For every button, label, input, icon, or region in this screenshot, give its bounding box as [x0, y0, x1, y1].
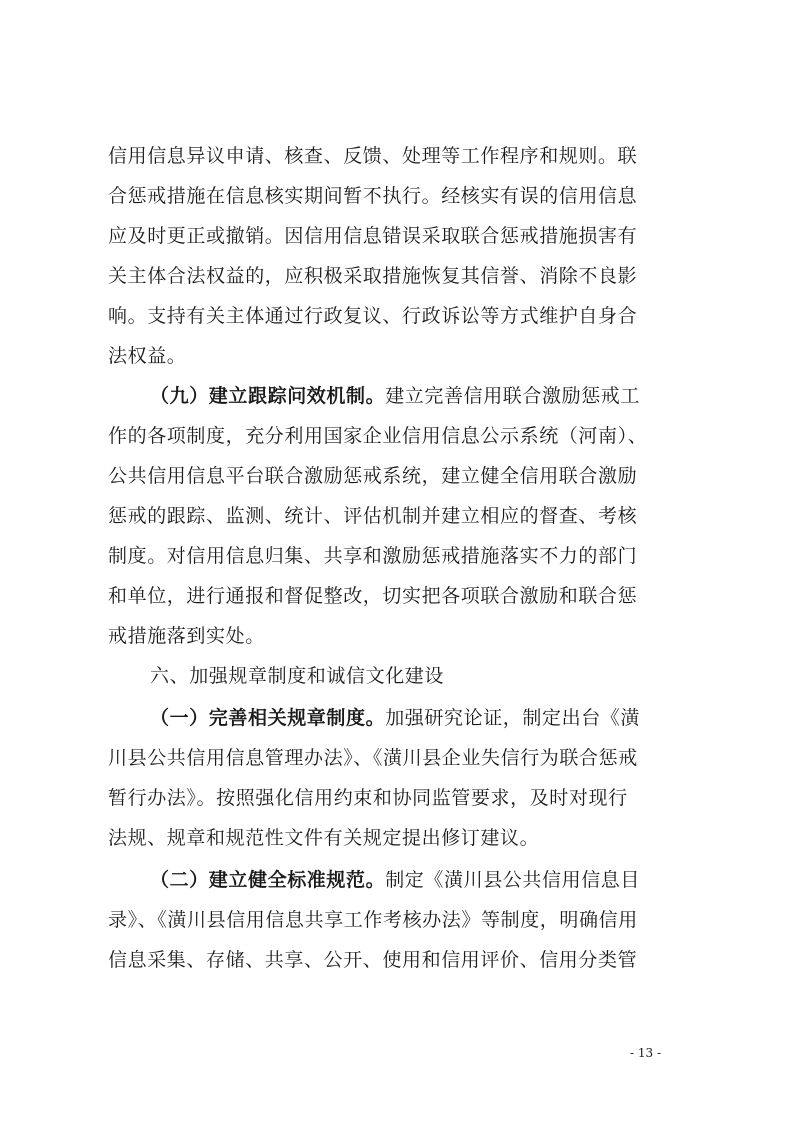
- text-line: [108, 298, 688, 334]
- section-heading-line: [150, 700, 730, 736]
- text-line: [108, 538, 688, 574]
- section-heading-line: [150, 862, 730, 898]
- section-heading: （九）建立跟踪问效机制。: [150, 385, 386, 407]
- text-run: 应及时更正或撤销。因信用信息错误采取联合惩戒措施损害有: [108, 225, 638, 247]
- text-run: 加强研究论证，制定出台《潢: [385, 707, 641, 729]
- text-run: 和单位，进行通报和督促整改，切实把各项联合激励和联合惩: [108, 585, 638, 607]
- chapter-heading: 六、加强规章制度和诚信文化建设: [150, 665, 445, 687]
- text-run: 关主体合法权益的，应积极采取措施恢复其信誉、消除不良影: [108, 265, 638, 287]
- text-line: [108, 942, 688, 978]
- text-run: 公共信用信息平台联合激励惩戒系统，建立健全信用联合激励: [108, 465, 638, 487]
- text-line: [108, 138, 688, 174]
- text-line: [108, 338, 688, 374]
- text-line: [108, 618, 688, 654]
- text-run: 法规、规章和规范性文件有关规定提出修订建议。: [108, 827, 540, 849]
- text-line: [108, 498, 688, 534]
- text-line: [108, 780, 688, 816]
- text-run: 制定《潢川县公共信用信息目: [385, 869, 641, 891]
- text-line: [108, 820, 688, 856]
- text-run: 响。支持有关主体通过行政复议、行政诉讼等方式维护自身合: [108, 305, 638, 327]
- text-line: [108, 902, 688, 938]
- text-line: [108, 258, 688, 294]
- text-line: [108, 740, 688, 776]
- page-number: - 13 -: [630, 1046, 662, 1060]
- chapter-heading-line: [150, 658, 730, 694]
- section-heading-line: [150, 378, 730, 414]
- text-line: [108, 218, 688, 254]
- text-line: [108, 578, 688, 614]
- text-run: 信用信息异议申请、核查、反馈、处理等工作程序和规则。联: [108, 145, 638, 167]
- text-line: [108, 178, 688, 214]
- text-run: 作的各项制度，充分利用国家企业信用信息公示系统（河南）、: [108, 425, 648, 447]
- text-run: 川县公共信用信息管理办法》、《潢川县企业失信行为联合惩戒: [108, 747, 638, 769]
- text-line: [108, 418, 688, 454]
- section-heading: （一）完善相关规章制度。: [150, 707, 386, 729]
- text-line: [108, 458, 688, 494]
- text-run: 戒措施落到实处。: [108, 625, 265, 647]
- text-run: 法权益。: [108, 345, 187, 367]
- text-run: 建立完善信用联合激励惩戒工: [385, 385, 641, 407]
- text-run: 录》、《潢川县信用信息共享工作考核办法》等制度，明确信用: [108, 909, 638, 931]
- text-run: 合惩戒措施在信息核实期间暂不执行。经核实有误的信用信息: [108, 185, 638, 207]
- text-run: 暂行办法》。按照强化信用约束和协同监管要求，及时对现行: [108, 787, 628, 809]
- text-run: 惩戒的跟踪、监测、统计、评估机制并建立相应的督查、考核: [108, 505, 638, 527]
- text-run: 制度。对信用信息归集、共享和激励惩戒措施落实不力的部门: [108, 545, 638, 567]
- text-run: 信息采集、存储、共享、公开、使用和信用评价、信用分类管: [108, 949, 638, 971]
- section-heading: （二）建立健全标准规范。: [150, 869, 386, 891]
